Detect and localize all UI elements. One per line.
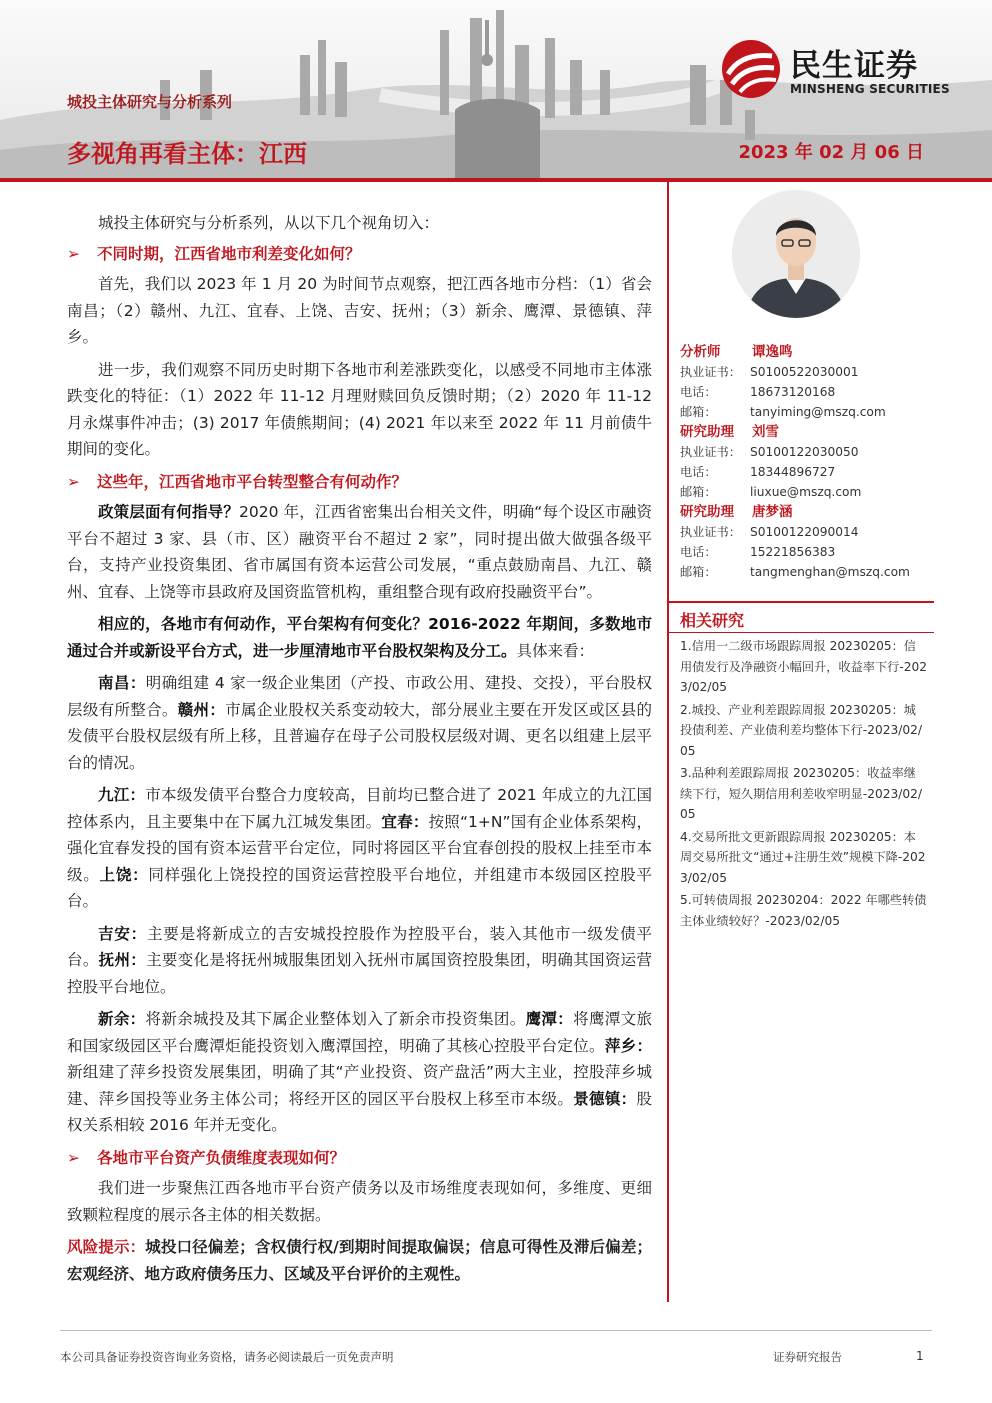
analyst-block: [680, 422, 934, 502]
city-label: 新余：: [98, 1010, 146, 1028]
paragraph-text: 主要是将新成立的吉安城投控股作为控股平台，装入其他市一级发债平台。: [67, 924, 652, 969]
analyst-photo: [732, 190, 860, 318]
analyst-contacts: [680, 342, 934, 582]
analyst-name: 谭逸鸣: [752, 344, 793, 360]
analyst-name: 刘雪: [752, 424, 779, 440]
report-series: 城投主体研究与分析系列: [67, 93, 233, 111]
paragraph-3: [67, 499, 652, 605]
city-label: 宜春：: [381, 812, 429, 831]
city-label: 吉安：: [98, 924, 147, 943]
city-label: 上饶：: [99, 865, 149, 884]
paragraph-1: 首先，我们以 2023 年 1 月 20 为时间节点观察，把江西各地市分档：（1）省会南昌；（2）赣州、九江、宜春、上饶、吉安、抚州；（3）新余、鹰潭、景德镇、萍乡。: [67, 275, 652, 346]
related-item[interactable]: 2.城投、产业利差跟踪周报 20230205：城投债利差、产业债利差均整体下行-2023/02/05: [680, 702, 922, 758]
cert-number: S0100522030001: [750, 365, 859, 379]
paragraph-2: 进一步，我们观察不同历史时期下各地市利差涨跌变化，以感受不同地市主体涨跌变化的特征：（1）2022 年 11-12 月理财赎回负反馈时期；（2）2020 年 11-12 月永煤事件冲击；(3) 2017 年债熊期间；(4) 2021 年以来至 2022 年 11 月前债牛期间的变化。: [67, 360, 652, 458]
paragraph-text: 将新余城投及其下属企业整体划入了新余市投资集团。: [145, 1010, 526, 1028]
report-date: 2023 年 02 月 06 日: [738, 142, 924, 163]
analyst-block: [680, 502, 934, 582]
city-label: 赣州：: [177, 700, 226, 719]
phone-label: 电话：: [680, 385, 717, 399]
email-address: liuxue@mszq.com: [750, 485, 862, 499]
section-heading-1: [67, 241, 652, 268]
bold-lead: 政策层面有何指导？: [98, 503, 240, 521]
paragraph-5: 我们进一步聚焦江西各地市平台资产债务以及市场维度表现如何，多维度、更细致颗粒程度的展示各主体的相关数据。: [67, 1179, 652, 1224]
paragraph-nanchang-ganzhou: [67, 670, 652, 776]
analyst-role: 研究助理: [680, 504, 734, 520]
arrow-icon: ➢: [67, 244, 80, 263]
footer-disclaimer: 本公司具备证券投资咨询业务资格，请务必阅读最后一页免责声明: [60, 1350, 394, 1364]
email-address: tangmenghan@mszq.com: [750, 565, 910, 579]
brand-logo: [720, 38, 965, 100]
paragraph-text: 同样强化上饶投控的国资运营控股平台地位，并组建市本级园区控股平台。: [67, 865, 652, 910]
risk-label: 风险提示：: [67, 1238, 146, 1256]
paragraph-text: 股权关系相较 2016 年并无变化。: [67, 1089, 652, 1134]
related-item[interactable]: 5.可转债周报 20230204：2022 年哪些转债主体业绩较好？-2023/02/05: [680, 893, 927, 928]
email-label: 邮箱：: [680, 565, 717, 579]
email-label: 邮箱：: [680, 485, 717, 499]
related-item[interactable]: 3.品种利差跟踪周报 20230205：收益率继续下行，短久期信用利差收窄明显-2023/02/05: [680, 766, 922, 821]
related-research-list: [680, 636, 928, 933]
analyst-role: 分析师: [680, 344, 721, 360]
city-label: 萍乡：: [604, 1036, 652, 1055]
paragraph-4: [67, 611, 652, 664]
email-address: tanyiming@mszq.com: [750, 405, 886, 419]
bold-lead: 相应的，各地市有何动作，平台架构有何变化？2016-2022 年期间，多数地市通过合并或新设平台方式，进一步厘清地市平台股权架构及分工。: [67, 615, 652, 660]
paragraph-text: 新组建了萍乡投资发展集团，明确了其“产业投资、资产盘活”两大主业，控股萍乡城建、萍乡国投等业务主体公司；将经开区的园区平台股权上移至市本级。: [67, 1063, 652, 1108]
related-divider-bottom: [669, 632, 934, 633]
cert-label: 执业证书：: [680, 365, 741, 379]
paragraph-text: 主要变化是将抚州城服集团划入抚州市属国资控股集团，明确其国资运营控股平台地位。: [67, 951, 652, 996]
phone-label: 电话：: [680, 545, 717, 559]
city-label: 抚州：: [98, 951, 147, 969]
cert-label: 执业证书：: [680, 525, 741, 539]
risk-notice: [67, 1234, 652, 1287]
heading-text: 各地市平台资产负债维度表现如何？: [97, 1148, 346, 1167]
column-divider: [667, 182, 669, 1302]
paragraph-text: 按照“1+N”国有企业体系架构，强化宜春发投的国有资本运营平台定位，同时将园区平台宜春创投的股权上挂至市本级。: [67, 812, 652, 884]
footer-divider: [60, 1330, 932, 1331]
intro-text: 城投主体研究与分析系列，从以下几个视角切入：: [98, 214, 440, 232]
city-label: 南昌：: [98, 674, 146, 692]
city-label: 鹰潭：: [525, 1010, 574, 1028]
phone-number: 15221856383: [750, 545, 836, 559]
footer-report-type: 证券研究报告: [773, 1350, 842, 1364]
arrow-icon: ➢: [67, 472, 80, 491]
phone-label: 电话：: [680, 465, 717, 479]
paragraph-text: 具体来看：: [516, 641, 595, 660]
section-heading-2: [67, 469, 652, 496]
minsheng-logo-icon: [720, 38, 784, 100]
analyst-role: 研究助理: [680, 424, 734, 440]
cert-number: S0100122030050: [750, 445, 859, 459]
phone-number: 18673120168: [750, 385, 836, 399]
paragraph-text: 将鹰潭文旅和国家级园区平台鹰潭炬能投资划入鹰潭国控，明确了其核心控股平台定位。: [67, 1010, 652, 1055]
email-label: 邮箱：: [680, 405, 717, 419]
section-heading-3: [67, 1145, 652, 1172]
cert-label: 执业证书：: [680, 445, 741, 459]
city-label: 九江：: [98, 786, 146, 804]
analyst-portrait-image: [732, 190, 860, 318]
related-item[interactable]: 1.信用一二级市场跟踪周报 20230205：信用债发行及净融资小幅回升，收益率下行-2023/02/05: [680, 639, 928, 694]
logo-en-text: MINSHENG SECURITIES: [790, 82, 950, 96]
paragraph-text: 市本级发债平台整合力度较高，目前均已整合进了 2021 年成立的九江国控体系内，且主要集中在下属九江城发集团。: [67, 786, 652, 831]
paragraph-jiujiang-yichun-shangrao: [67, 782, 652, 915]
cert-number: S0100122090014: [750, 525, 859, 539]
analyst-block: [680, 342, 934, 422]
main-content: [67, 210, 652, 1293]
phone-number: 18344896727: [750, 465, 836, 479]
related-item[interactable]: 4.交易所批文更新跟踪周报 20230205：本周交易所批文“通过+注册生效”规模下降-2023/02/05: [680, 829, 926, 885]
paragraph-text: 2020 年，江西省密集出台相关文件，明确“每个设区市融资平台不超过 3 家、县（市、区）融资平台不超过 2 家”，同时提出做大做强各级平台，支持产业投资集团、省市属国有资本运营公司发展，“重点鼓励南昌、九江、赣州、宜春、上饶等市县政府及国资监管机构，重组整合现有政府投融资平台”。: [67, 503, 652, 601]
analyst-name: 唐梦涵: [752, 504, 793, 520]
arrow-icon: ➢: [67, 1148, 80, 1167]
paragraph-text: 明确组建 4 家一级企业集团（产投、市政公用、建投、交投），平台股权层级有所整合。: [67, 674, 652, 719]
related-research-title: 相关研究: [680, 611, 745, 630]
risk-text: 城投口径偏差；含权债行权/到期时间提取偏误；信息可得性及滞后偏差；宏观经济、地方政府债务压力、区域及平台评价的主观性。: [67, 1238, 652, 1283]
related-divider-top: [669, 601, 934, 603]
city-label: 景德镇：: [573, 1089, 637, 1108]
paragraph-jian-fuzhou: [67, 921, 652, 1001]
report-title: 多视角再看主体：江西: [67, 140, 307, 168]
page-number: 1: [916, 1349, 924, 1363]
heading-text: 这些年，江西省地市平台转型整合有何动作？: [97, 472, 408, 491]
logo-cn-text: 民生证券: [790, 48, 918, 84]
paragraph-xinyu-yingtan-pingxiang: [67, 1006, 652, 1139]
header-banner: [0, 0, 992, 182]
heading-text: 不同时期，江西省地市利差变化如何？: [97, 244, 361, 263]
paragraph-text: 市属企业股权关系变动较大，部分展业主要在开发区或区县的发债平台股权层级有所上移，且普遍存在母子公司股权层级对调、更名以组建上层平台的情况。: [67, 700, 652, 772]
